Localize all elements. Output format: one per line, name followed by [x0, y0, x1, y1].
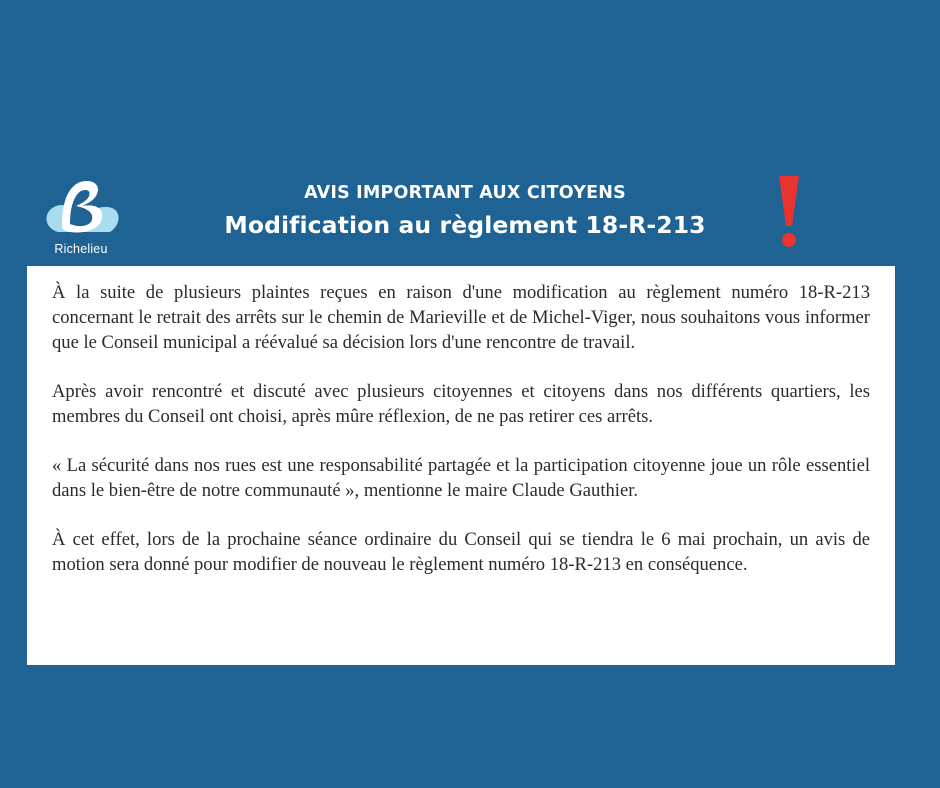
- notice-paragraph: « La sécurité dans nos rues est une responsabilité partagée et la participation citoyenne joue un rôle essentiel dans le bien-être de notre communauté », mentionne le maire Claude Gauthier.: [52, 455, 870, 501]
- logo-text: Richelieu: [54, 242, 108, 256]
- richelieu-logo: [38, 176, 128, 262]
- notice-panel: [27, 266, 895, 665]
- exclamation-icon: [775, 176, 803, 252]
- notice-paragraph: À la suite de plusieurs plaintes reçues en raison d'une modification au règlement numéro 18-R-213 concernant le retrait des arrêts sur le chemin de Marieville et de Michel-Viger, nous souhaitons vous informer que le Conseil municipal a réévalué sa décision lors d'une rencontre de travail.: [52, 282, 870, 353]
- notice-paragraph: Après avoir rencontré et discuté avec plusieurs citoyennes et citoyens dans nos différents quartiers, les membres du Conseil ont choisi, après mûre réflexion, de ne pas retirer ces arrêts.: [52, 381, 870, 427]
- notice-subtitle: AVIS IMPORTANT AUX CITOYENS: [304, 183, 626, 203]
- richelieu-r-logo-icon: [40, 176, 122, 242]
- notice-title: Modification au règlement 18-R-213: [224, 211, 706, 239]
- notice-paragraph: À cet effet, lors de la prochaine séance ordinaire du Conseil qui se tiendra le 6 mai prochain, un avis de motion sera donné pour modifier de nouveau le règlement numéro 18-R-213 en conséquence.: [52, 529, 870, 575]
